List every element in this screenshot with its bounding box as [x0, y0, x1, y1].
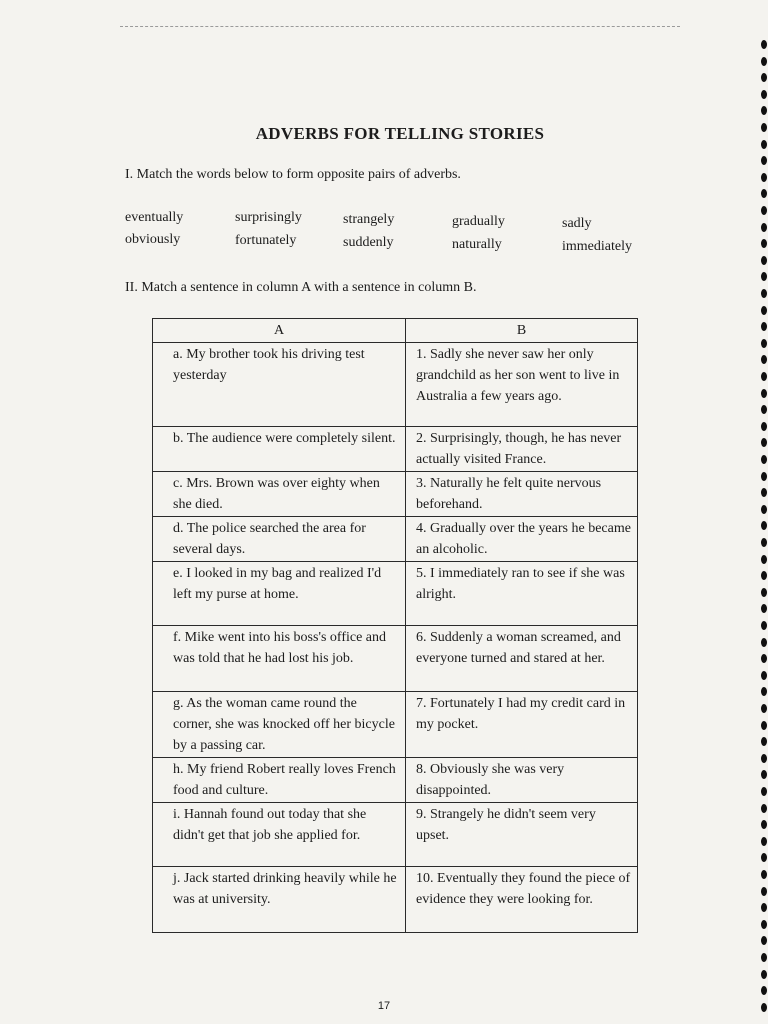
- column-b-sentence: 6. Suddenly a woman screamed, and everyone turned and stared at her.: [406, 626, 638, 692]
- table-row: [153, 867, 638, 933]
- binding-hole: [761, 870, 767, 879]
- binding-hole: [761, 721, 767, 730]
- binding-hole: [761, 903, 767, 912]
- binding-hole: [761, 206, 767, 215]
- table-row: [153, 758, 638, 803]
- binding-hole: [761, 455, 767, 464]
- binding-hole: [761, 272, 767, 281]
- binding-hole: [761, 571, 767, 580]
- binding-holes: [758, 0, 768, 1024]
- binding-hole: [761, 687, 767, 696]
- binding-hole: [761, 57, 767, 66]
- binding-hole: [761, 405, 767, 414]
- binding-hole: [761, 339, 767, 348]
- word: immediately: [562, 239, 632, 254]
- binding-hole: [761, 40, 767, 49]
- binding-hole: [761, 256, 767, 265]
- binding-hole: [761, 787, 767, 796]
- binding-hole: [761, 355, 767, 364]
- column-a-sentence: g. As the woman came round the corner, she was knocked off her bicycle by a passing car.: [153, 692, 406, 758]
- word: sadly: [562, 216, 592, 231]
- binding-hole: [761, 472, 767, 481]
- binding-hole: [761, 173, 767, 182]
- binding-hole: [761, 422, 767, 431]
- binding-hole: [761, 837, 767, 846]
- binding-hole: [761, 737, 767, 746]
- binding-hole: [761, 704, 767, 713]
- page-title: ADVERBS FOR TELLING STORIES: [255, 124, 545, 143]
- column-b-sentence: 3. Naturally he felt quite nervous beforehand.: [406, 472, 638, 517]
- binding-hole: [761, 73, 767, 82]
- column-b-sentence: 5. I immediately ran to see if she was alright.: [406, 562, 638, 626]
- binding-hole: [761, 970, 767, 979]
- column-b-sentence: 7. Fortunately I had my credit card in my pocket.: [406, 692, 638, 758]
- binding-hole: [761, 654, 767, 663]
- table-body: [153, 343, 638, 933]
- column-b-sentence: 2. Surprisingly, though, he has never actually visited France.: [406, 427, 638, 472]
- column-b-sentence: 4. Gradually over the years he became an alcoholic.: [406, 517, 638, 562]
- word: gradually: [452, 214, 505, 229]
- table-row: [153, 427, 638, 472]
- binding-hole: [761, 189, 767, 198]
- binding-hole: [761, 289, 767, 298]
- binding-hole: [761, 488, 767, 497]
- binding-hole: [761, 671, 767, 680]
- column-a-header: A: [153, 319, 406, 343]
- binding-hole: [761, 754, 767, 763]
- binding-hole: [761, 920, 767, 929]
- table-row: [153, 803, 638, 867]
- binding-hole: [761, 820, 767, 829]
- word: fortunately: [235, 233, 297, 248]
- column-a-sentence: c. Mrs. Brown was over eighty when she died.: [153, 472, 406, 517]
- binding-hole: [761, 588, 767, 597]
- binding-hole: [761, 156, 767, 165]
- column-b-sentence: 9. Strangely he didn't seem very upset.: [406, 803, 638, 867]
- binding-hole: [761, 936, 767, 945]
- column-a-sentence: a. My brother took his driving test yesterday: [153, 343, 406, 427]
- binding-hole: [761, 953, 767, 962]
- binding-hole: [761, 372, 767, 381]
- column-b-sentence: 8. Obviously she was very disappointed.: [406, 758, 638, 803]
- binding-hole: [761, 887, 767, 896]
- table-row: [153, 692, 638, 758]
- binding-hole: [761, 770, 767, 779]
- binding-hole: [761, 853, 767, 862]
- binding-hole: [761, 223, 767, 232]
- table-row: [153, 472, 638, 517]
- table-header-row: [153, 319, 638, 343]
- binding-hole: [761, 438, 767, 447]
- binding-hole: [761, 604, 767, 613]
- table-row: [153, 517, 638, 562]
- table-row: [153, 343, 638, 427]
- binding-hole: [761, 239, 767, 248]
- binding-hole: [761, 555, 767, 564]
- binding-hole: [761, 638, 767, 647]
- column-a-sentence: d. The police searched the area for several days.: [153, 517, 406, 562]
- column-a-sentence: e. I looked in my bag and realized I'd left my purse at home.: [153, 562, 406, 626]
- word: strangely: [343, 212, 395, 227]
- binding-hole: [761, 306, 767, 315]
- binding-hole: [761, 621, 767, 630]
- adverb-word-list: [125, 210, 685, 254]
- top-rule: [120, 26, 680, 27]
- column-b-sentence: 10. Eventually they found the piece of evidence they were looking for.: [406, 867, 638, 933]
- column-a-sentence: b. The audience were completely silent.: [153, 427, 406, 472]
- column-a-sentence: h. My friend Robert really loves French food and culture.: [153, 758, 406, 803]
- matching-table: [152, 318, 638, 933]
- column-a-sentence: j. Jack started drinking heavily while he was at university.: [153, 867, 406, 933]
- word: eventually: [125, 210, 184, 225]
- word: suddenly: [343, 235, 394, 250]
- word: surprisingly: [235, 210, 302, 225]
- column-a-sentence: f. Mike went into his boss's office and was told that he had lost his job.: [153, 626, 406, 692]
- binding-hole: [761, 90, 767, 99]
- table-row: [153, 562, 638, 626]
- column-b-sentence: 1. Sadly she never saw her only grandchild as her son went to live in Australia a few years ago.: [406, 343, 638, 427]
- word: obviously: [125, 232, 181, 247]
- instruction-part-2: II. Match a sentence in column A with a sentence in column B.: [125, 280, 477, 295]
- binding-hole: [761, 322, 767, 331]
- binding-hole: [761, 505, 767, 514]
- table-row: [153, 626, 638, 692]
- binding-hole: [761, 538, 767, 547]
- word: naturally: [452, 237, 502, 252]
- page-number: 17: [377, 1000, 391, 1012]
- column-b-header: B: [406, 319, 638, 343]
- binding-hole: [761, 521, 767, 530]
- column-a-sentence: i. Hannah found out today that she didn't get that job she applied for.: [153, 803, 406, 867]
- binding-hole: [761, 106, 767, 115]
- binding-hole: [761, 389, 767, 398]
- binding-hole: [761, 986, 767, 995]
- binding-hole: [761, 804, 767, 813]
- instruction-part-1: I. Match the words below to form opposite pairs of adverbs.: [125, 167, 461, 182]
